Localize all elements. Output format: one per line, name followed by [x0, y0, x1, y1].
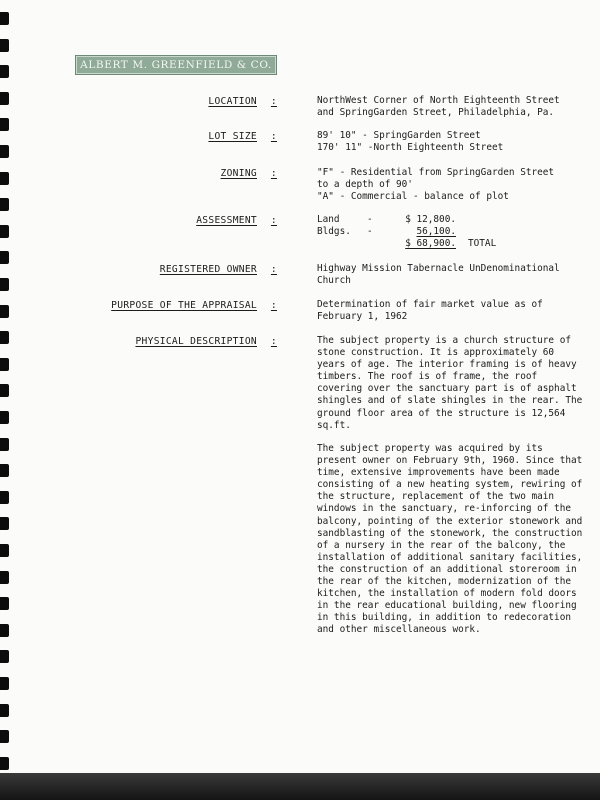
binding-hole: [0, 597, 9, 610]
lot-size-label: LOT SIZE :: [208, 131, 277, 142]
binding-hole: [0, 571, 9, 584]
zoning-label: ZONING :: [220, 168, 277, 179]
physical-description-paragraph-1: The subject property is a church structure of stone construction. It is approximately 60 years of age. The interior framing is of heavy timbers. The roof is of frame, the roof covering over the sanctuary part is of asphalt shingles and of slate shingles in the rear. The ground floor area of the structure is 12,564 sq.ft.: [317, 335, 583, 431]
binding-hole: [0, 384, 9, 397]
binding-hole: [0, 544, 9, 557]
binding-hole: [0, 704, 9, 717]
company-logo-text: ALBERT M. GREENFIELD & CO.: [80, 59, 272, 71]
location-value: NorthWest Corner of North Eighteenth Street and SpringGarden Street, Philadelphia, Pa.: [317, 95, 560, 118]
assessment-total-row: $ 68,900. TOTAL: [405, 238, 497, 249]
binding-hole: [0, 12, 9, 25]
binding-hole: [0, 757, 9, 770]
zoning-value: "F" - Residential from SpringGarden Street to a depth of 90' "A" - Commercial - balance of plot: [317, 167, 555, 202]
binding-hole: [0, 624, 9, 637]
binding-hole: [0, 650, 9, 663]
binding-hole: [0, 358, 9, 371]
lot-size-value: 89' 10" - SpringGarden Street 170' 11" -North Eighteenth Street: [317, 130, 504, 153]
binding-hole: [0, 145, 9, 158]
spiral-binding: [0, 0, 12, 770]
binding-hole: [0, 39, 9, 52]
physical-description-paragraph-2: The subject property was acquired by its present owner on February 9th, 1960. Since that time, extensive improvements have been made consisting of a new heating system, rewiring of the structure, replacement of the two main windows in the sanctuary, re-inforcing of the balcony, pointing of the exterior stonework and sandblasting of the stonework, the construction of a nursery in the rear of the balcony, the installation of additional sanitary facilities, the construction of an additional storeroom in the rear of the kitchen, modernization of the kitchen, the installation of modern fold doors in the rear educational building, new flooring in this building, in addition to redecoration and other miscellaneous work.: [317, 443, 583, 636]
binding-hole: [0, 438, 9, 451]
registered-owner-label: REGISTERED OWNER :: [159, 264, 277, 275]
binding-hole: [0, 491, 9, 504]
binding-hole: [0, 278, 9, 291]
assessment-label: ASSESSMENT :: [196, 215, 277, 226]
binding-hole: [0, 464, 9, 477]
binding-hole: [0, 65, 9, 78]
binding-hole: [0, 730, 9, 743]
binding-hole: [0, 411, 9, 424]
assessment-bldgs-row: Bldgs. - 56,100.: [317, 226, 456, 237]
binding-hole: [0, 172, 9, 185]
binding-hole: [0, 305, 9, 318]
binding-hole: [0, 198, 9, 211]
binding-hole: [0, 225, 9, 238]
binding-hole: [0, 677, 9, 690]
binding-hole: [0, 517, 9, 530]
assessment-table: [317, 214, 496, 250]
registered-owner-value: Highway Mission Tabernacle UnDenominational Church: [317, 263, 560, 286]
binding-hole: [0, 92, 9, 105]
binding-hole: [0, 251, 9, 264]
physical-description-label: PHYSICAL DESCRIPTION :: [135, 336, 277, 347]
location-label: LOCATION :: [208, 96, 277, 107]
company-logo: [75, 55, 277, 75]
purpose-value: Determination of fair market value as of February 1, 1962: [317, 299, 543, 322]
binding-hole: [0, 331, 9, 344]
binding-hole: [0, 118, 9, 131]
purpose-label: PURPOSE OF THE APPRAISAL :: [111, 300, 277, 311]
assessment-land-row: Land - $ 12,800.: [317, 214, 456, 225]
page-bottom-edge: [0, 773, 600, 800]
